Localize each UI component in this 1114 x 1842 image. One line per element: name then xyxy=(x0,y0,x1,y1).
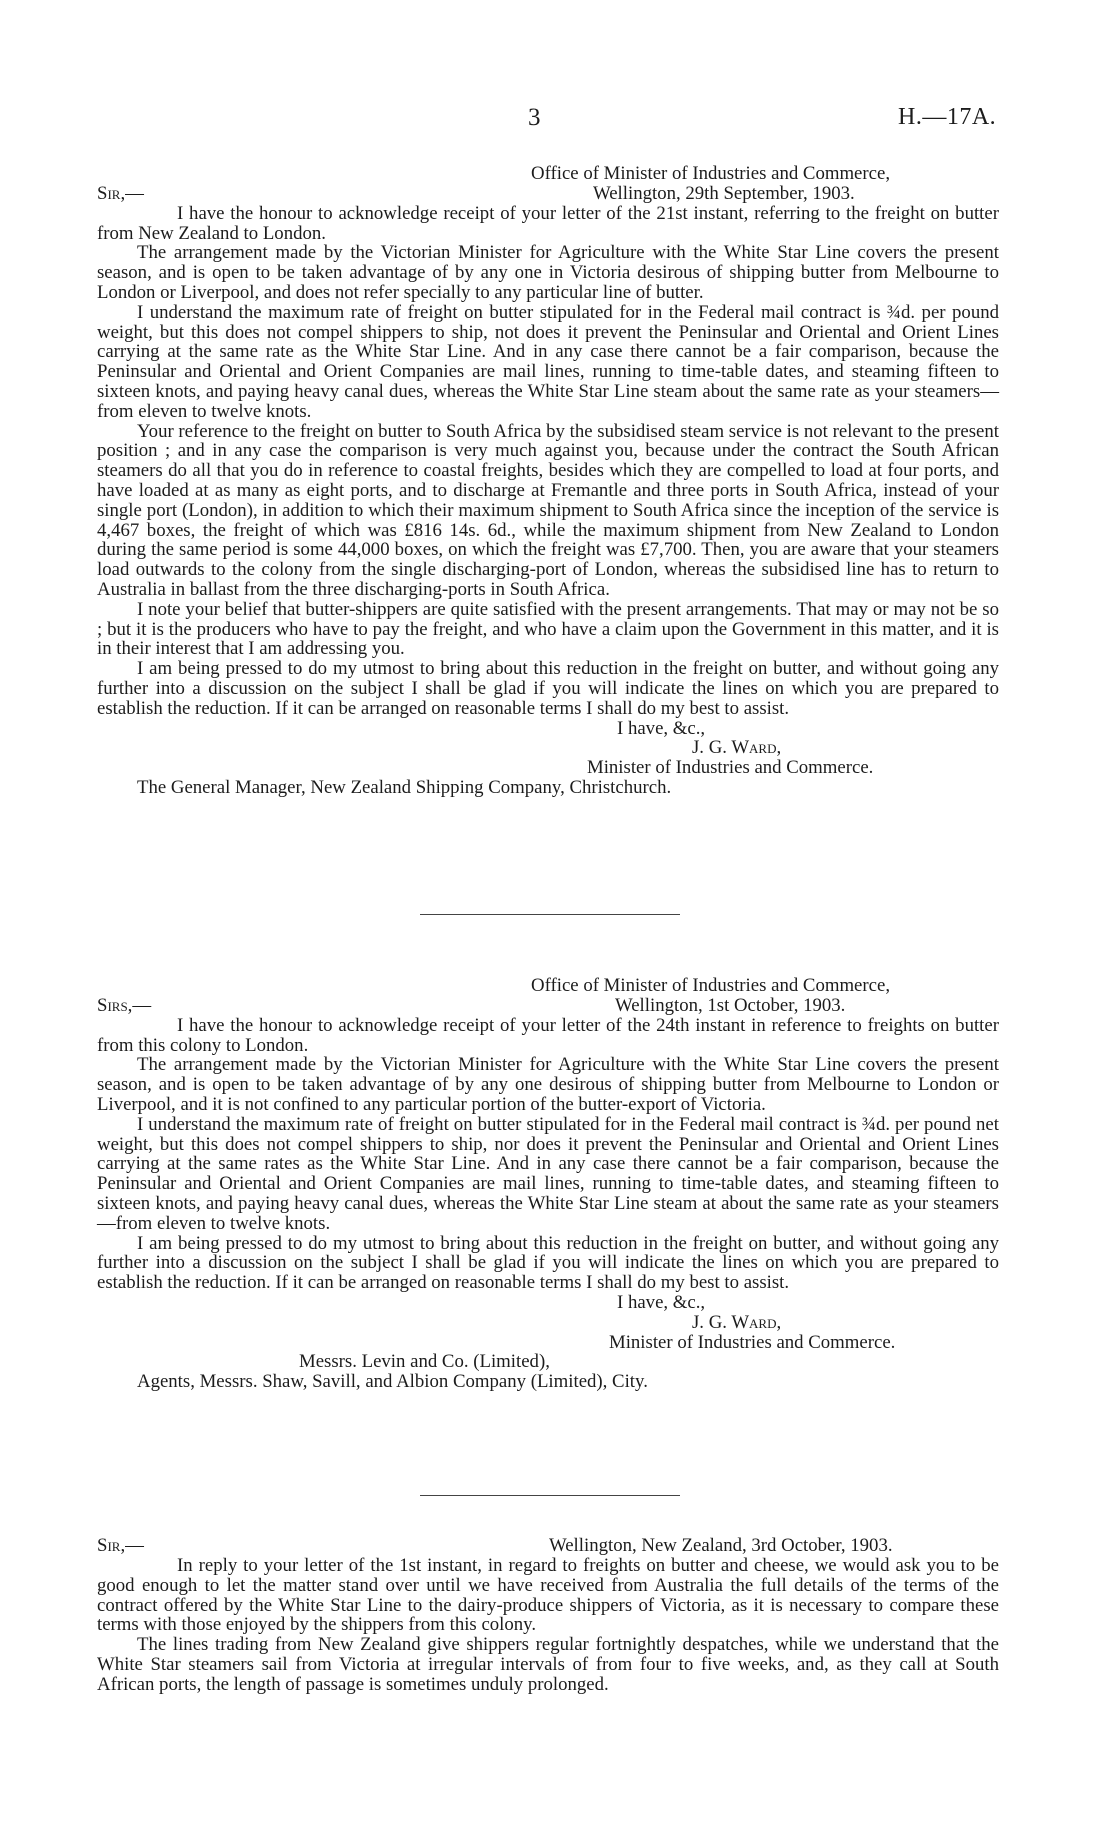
letter-1-closing: I have, &c., xyxy=(617,717,706,739)
letter-1-paragraph: I am being pressed to do my utmost to bring about this reduction in the freight on butter, and without going any further into a discussion on the subject I shall be glad if you will indicate the lines on which you are prepared to establish the reduction. If it can be arranged on reasonable terms I shall do my best to assist. xyxy=(97,658,999,719)
letter-1-paragraph: Your reference to the freight on butter to South Africa by the subsidised steam service is not relevant to the present position ; and in any case the comparison is very much against you, because under the contract the South African steamers do all that you do in reference to coastal freights, besides which they are compelled to load at four ports, and have loaded at as many as eight ports, and to discharge at Fremantle and three ports in South Africa, instead of your single port (London), in addition to which their maximum shipment to South Africa since the inception of the service is 4,467 boxes, the freight of which was £816 14s. 6d., while the maximum shipment from New Zealand to London during the same period is some 44,000 boxes, on which the freight was £7,700. Then, you are aware that your steamers load outwards to the colony from the single discharging-port of London, whereas the subsidised line has to return to Australia in ballast from the three discharging-ports in South Africa. xyxy=(97,420,999,600)
letter-1-addressee: The General Manager, New Zealand Shipping Company, Christchurch. xyxy=(137,776,672,798)
letter-2-paragraph: I have the honour to acknowledge receipt of your letter of the 24th instant in reference to freights on butter from this colony to London. xyxy=(97,1014,999,1056)
section-divider xyxy=(420,1495,680,1496)
letter-2-paragraph: I am being pressed to do my utmost to bring about this reduction in the freight on butter, and without going any further into a discussion on the subject I shall be glad if you will indicate the lines on which you are prepared to establish the reduction. If it can be arranged on reasonable terms I shall do my best to assist. xyxy=(97,1232,999,1294)
letter-3-paragraph: The lines trading from New Zealand give shippers regular fortnightly despatches, while we understand that the White Star steamers sail from Victoria at irregular intervals of from four to five weeks, and, as they call at South African ports, the length of passage is sometimes unduly prolonged. xyxy=(97,1634,999,1695)
letter-1-salutation: Sir,— xyxy=(97,182,144,204)
letter-1 xyxy=(97,164,999,798)
letter-2-signature-title: Minister of Industries and Commerce. xyxy=(609,1331,896,1353)
letter-1-paragraph: I understand the maximum rate of freight on butter stipulated for in the Federal mail contract is ¾d. per pound weight, but this does not compel shippers to ship, not does it prevent the Peninsular and Oriental and Orient Lines carrying at the same rate as the White Star Line. And in any case there cannot be a fair comparison, because the Peninsular and Oriental and Orient Companies are mail lines, running to time-table dates, and steaming fifteen to sixteen knots, and paying heavy canal dues, whereas the White Star Line steam about the same rate as your steamers—from eleven to twelve knots. xyxy=(97,301,999,422)
letter-1-office: Office of Minister of Industries and Commerce, xyxy=(531,163,891,184)
letter-2-paragraph: The arrangement made by the Victorian Minister for Agriculture with the White Star Line covers the present season, and is open to be taken advantage of by any one desirous of shipping butter from Melbourne to London or Liverpool, and it is not confined to any particular portion of the butter-export of Victoria. xyxy=(97,1054,999,1115)
letter-1-date: Wellington, 29th September, 1903. xyxy=(593,182,855,204)
letter-2-addressee-line-2: Agents, Messrs. Shaw, Savill, and Albion Company (Limited), City. xyxy=(137,1371,648,1393)
letter-2-salutation: Sirs,— xyxy=(97,994,152,1016)
document-reference: H.—17A. xyxy=(898,104,997,130)
letter-2 xyxy=(97,976,999,1392)
letter-2-addressee-line-1: Messrs. Levin and Co. (Limited), xyxy=(299,1351,550,1373)
page-number: 3 xyxy=(528,104,541,131)
letter-1-paragraph: I have the honour to acknowledge receipt of your letter of the 21st instant, referring to the freight on butter from New Zealand to London. xyxy=(97,202,999,244)
letter-1-signature: J. G. Ward, xyxy=(692,737,782,759)
letter-3-paragraph: In reply to your letter of the 1st instant, in regard to freights on butter and cheese, we would ask you to be good enough to let the matter stand over until we have received from Australia the full details of the terms of the contract offered by the White Star Line to the dairy-produce shippers of Victoria, as it is necessary to compare these terms with those enjoyed by the shippers from this colony. xyxy=(97,1555,999,1636)
letter-2-date: Wellington, 1st October, 1903. xyxy=(615,994,846,1016)
letter-2-office: Office of Minister of Industries and Commerce, xyxy=(531,975,891,996)
letter-2-paragraph: I understand the maximum rate of freight on butter stipulated for in the Federal mail contract is ¾d. per pound net weight, but this does not compel shippers to ship, nor does it prevent the Peninsular and Oriental and Orient Lines carrying at the same rates as the White Star Line. And in any case there cannot be a fair comparison, because the Peninsular and Oriental and Orient Companies are mail lines, running to time-table dates, and steaming fifteen to sixteen knots, and paying heavy canal dues, whereas the White Star Line steam at about the same rate as your steamers—from eleven to twelve knots. xyxy=(97,1113,999,1234)
letter-3-date: Wellington, New Zealand, 3rd October, 1903. xyxy=(549,1535,893,1556)
letter-1-paragraph: I note your belief that butter-shippers are quite satisfied with the present arrangements. That may or may not be so ; but it is the producers who have to pay the freight, and who have a claim upon the Government in this matter, and it is in their interest that I am addressing you. xyxy=(97,598,999,660)
letter-2-closing: I have, &c., xyxy=(617,1291,706,1313)
letter-2-signature: J. G. Ward, xyxy=(692,1311,782,1333)
letter-1-signature-title: Minister of Industries and Commerce. xyxy=(587,757,874,779)
letter-3-salutation: Sir,— xyxy=(97,1535,144,1556)
section-divider xyxy=(420,914,680,915)
letter-1-paragraph: The arrangement made by the Victorian Minister for Agriculture with the White Star Line covers the present season, and is open to be taken advantage of by any one in Victoria desirous of shipping butter from Melbourne to London or Liverpool, and does not refer specially to any particular line of butter. xyxy=(97,242,999,303)
letter-3 xyxy=(97,1536,999,1695)
